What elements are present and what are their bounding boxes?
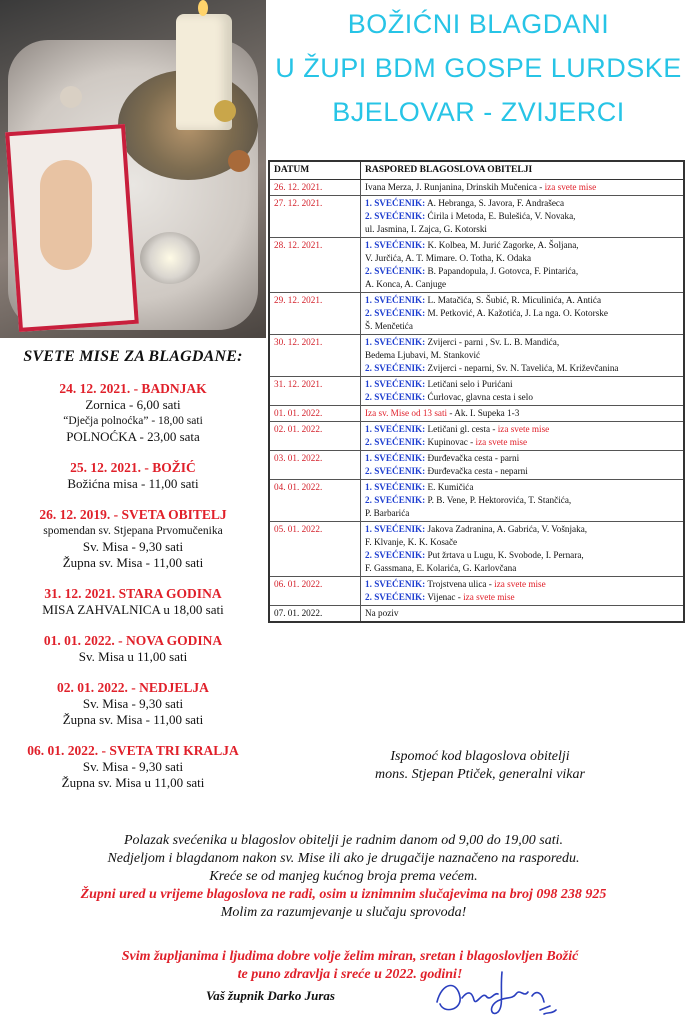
mass-line: Sv. Misa - 9,30 sati	[82, 539, 184, 554]
mass-heading: 02. 01. 2022. - NEDJELJA	[57, 680, 209, 695]
table-row	[269, 293, 684, 335]
row-date: 30. 12. 2021.	[269, 335, 361, 377]
priest-label: 1. SVEĆENIK:	[365, 240, 426, 250]
mass-line: Sv. Misa u 11,00 sati	[78, 649, 188, 664]
plan-line	[365, 578, 679, 591]
streets-text: Letičani selo i Purićani	[425, 379, 513, 389]
row-date: 27. 12. 2021.	[269, 196, 361, 238]
assistance-note	[300, 748, 660, 784]
table-row	[269, 480, 684, 522]
row-plan	[361, 422, 685, 451]
mass-heading: 01. 01. 2022. - NOVA GODINA	[43, 633, 223, 648]
streets-text: P. Barbarića	[365, 508, 410, 518]
plan-line	[365, 197, 679, 210]
plan-line	[365, 210, 679, 223]
row-plan	[361, 335, 685, 377]
row-date: 29. 12. 2021.	[269, 293, 361, 335]
plan-line	[365, 562, 679, 575]
table-row	[269, 606, 684, 623]
greeting	[40, 948, 660, 984]
streets-text: Letičani gl. cesta -	[425, 424, 498, 434]
priest-label: 2. SVEĆENIK:	[365, 592, 426, 602]
priest-label: 1. SVEĆENIK:	[365, 379, 426, 389]
priest-label: 2. SVEĆENIK:	[365, 495, 426, 505]
priest-label: 2. SVEĆENIK:	[365, 363, 426, 373]
after-mass-note: iza svete mise	[475, 437, 528, 447]
table-row	[269, 406, 684, 422]
row-plan	[361, 522, 685, 577]
plan-line	[365, 307, 679, 320]
pastor-name: Vaš župnik Darko Juras	[206, 988, 335, 1003]
mass-line: spomendan sv. Stjepana Prvomučenika	[43, 525, 223, 537]
row-date: 31. 12. 2021.	[269, 377, 361, 406]
streets-text: Š. Menčetića	[365, 321, 413, 331]
mass-entry	[0, 506, 266, 571]
mass-list	[0, 380, 266, 791]
note-line: Molim za razumjevanje u slučaju sprovoda!	[220, 905, 467, 920]
streets-text: Bedema Ljubavi, M. Stanković	[365, 350, 481, 360]
col-date-header: DATUM	[269, 161, 361, 180]
mass-entry	[0, 380, 266, 445]
plan-line	[365, 336, 679, 349]
greeting-line: Svim župljanima i ljudima dobre volje želim miran, sretan i blagoslovljen Božić	[121, 949, 579, 964]
streets-text: Đurđevačka cesta - neparni	[425, 466, 528, 476]
plan-line	[365, 362, 679, 375]
streets-text: Zvijerci - neparni, Sv. N. Tavelića, M. Križevčanina	[425, 363, 619, 373]
mass-line: Župna sv. Misa - 11,00 sati	[62, 555, 204, 570]
row-plan	[361, 577, 685, 606]
blessing-schedule-table	[268, 160, 685, 623]
mass-heading: 31. 12. 2021. STARA GODINA	[44, 586, 222, 601]
mass-entry	[0, 585, 266, 618]
plan-line	[365, 407, 679, 420]
streets-text: V. Jurčića, A. T. Mimare. O. Totha, K. Odaka	[365, 253, 532, 263]
streets-text: B. Papandopula, J. Gotovca, F. Pintarića,	[425, 266, 579, 276]
priest-label: 1. SVEĆENIK:	[365, 482, 426, 492]
priest-label: 2. SVEĆENIK:	[365, 550, 426, 560]
table-row	[269, 577, 684, 606]
mass-line: Zornica - 6,00 sati	[85, 397, 181, 412]
note-line: Polazak svećenika u blagoslov obitelji je radnim danom od 9,00 do 19,00 sati.	[123, 833, 563, 848]
baby-jesus-figure	[40, 160, 92, 270]
row-date: 01. 01. 2022.	[269, 406, 361, 422]
mass-line: Župna sv. Misa u 11,00 sati	[61, 775, 205, 790]
mass-entry	[0, 679, 266, 728]
note-line: Nedjeljom i blagdanom nakon sv. Mise ili ako je drugačije naznačeno na rasporedu.	[107, 851, 580, 866]
notes-block	[0, 832, 687, 922]
mass-heading: 25. 12. 2021. - BOŽIĆ	[70, 460, 196, 475]
streets-text: Ćurlovac, glavna cesta i selo	[425, 392, 533, 402]
title-line-2: U ŽUPI BDM GOSPE LURDSKE	[275, 53, 682, 83]
mass-line: Župna sv. Misa - 11,00 sati	[62, 712, 204, 727]
orange-slice	[228, 150, 250, 172]
plan-line	[365, 252, 679, 265]
plan-line	[365, 436, 679, 449]
streets-text: A. Konca, A. Canjuge	[365, 279, 447, 289]
assist-line: mons. Stjepan Ptiček, generalni vikar	[375, 767, 585, 782]
priest-label: 2. SVEĆENIK:	[365, 211, 426, 221]
streets-text: ul. Jasmina, I. Zajca, G. Kotorski	[365, 224, 487, 234]
mass-line: POLNOĆKA - 23,00 sata	[66, 429, 200, 444]
plan-line	[365, 465, 679, 478]
plan-line	[365, 481, 679, 494]
streets-text: - Ak. I. Supeka 1-3	[447, 408, 520, 418]
mass-line: MISA ZAHVALNICA u 18,00 sati	[42, 602, 224, 617]
table-row	[269, 451, 684, 480]
after-mass-note: iza svete mise	[463, 592, 515, 602]
plan-line	[365, 265, 679, 278]
streets-text: L. Matačića, S. Šubić, R. Miculinića, A. Antića	[425, 295, 602, 305]
mass-heading: 26. 12. 2019. - SVETA OBITELJ	[39, 507, 227, 522]
greeting-line: te puno zdravlja i sreće u 2022. godini!	[237, 967, 463, 982]
mass-entry	[0, 742, 266, 791]
streets-text: F. Gassmana, E. Kolarića, G. Karlovčana	[365, 563, 517, 573]
table-row	[269, 377, 684, 406]
streets-text: Vijenac -	[425, 592, 464, 602]
plan-line	[365, 507, 679, 520]
row-plan	[361, 406, 685, 422]
priest-label: 2. SVEĆENIK:	[365, 308, 426, 318]
streets-text: Jakova Zadranina, A. Gabrića, V. Vošnjaka,	[425, 524, 588, 534]
plan-line	[365, 391, 679, 404]
after-mass-note: Iza sv. Mise od 13 sati	[365, 408, 448, 418]
row-date: 04. 01. 2022.	[269, 480, 361, 522]
mass-entry	[0, 632, 266, 665]
row-plan	[361, 196, 685, 238]
mass-line: “Dječja polnoćka” - 18,00 sati	[63, 415, 203, 427]
priest-label: 1. SVEĆENIK:	[365, 198, 426, 208]
priest-label: 2. SVEĆENIK:	[365, 392, 426, 402]
row-date: 07. 01. 2022.	[269, 606, 361, 623]
plan-line	[365, 239, 679, 252]
plan-line	[365, 591, 679, 604]
row-date: 02. 01. 2022.	[269, 422, 361, 451]
streets-text: Ćirila i Metoda, E. Bulešića, V. Novaka,	[425, 211, 576, 221]
priest-label: 2. SVEĆENIK:	[365, 266, 426, 276]
streets-text: Đurđevačka cesta - parni	[425, 453, 520, 463]
row-plan	[361, 238, 685, 293]
masses-heading: SVETE MISE ZA BLAGDANE:	[23, 348, 243, 365]
row-date: 26. 12. 2021.	[269, 180, 361, 196]
plan-line	[365, 494, 679, 507]
mass-heading: 06. 01. 2022. - SVETA TRI KRALJA	[27, 743, 239, 758]
signature	[432, 962, 562, 1022]
row-plan	[361, 606, 685, 623]
plan-line	[365, 536, 679, 549]
plan-line	[365, 349, 679, 362]
plan-line	[365, 181, 679, 194]
streets-text: A. Hebranga, S. Javora, F. Andrašeca	[425, 198, 565, 208]
streets-text: M. Petković, A. Kažotića, J. La nga. O. Kotorske	[425, 308, 608, 318]
priest-label: 1. SVEĆENIK:	[365, 524, 426, 534]
mass-line: Sv. Misa - 9,30 sati	[82, 759, 184, 774]
table-row	[269, 238, 684, 293]
priest-label: 2. SVEĆENIK:	[365, 466, 426, 476]
col-plan-header: RASPORED BLAGOSLOVA OBITELJI	[361, 161, 685, 180]
table-row	[269, 335, 684, 377]
streets-text: F. Klvanje, K. K. Kosače	[365, 537, 458, 547]
row-plan	[361, 451, 685, 480]
streets-text: Trojstvena ulica -	[425, 579, 495, 589]
row-date: 28. 12. 2021.	[269, 238, 361, 293]
mass-line: Sv. Misa - 9,30 sati	[82, 696, 184, 711]
plan-line	[365, 452, 679, 465]
gold-ornament	[214, 100, 236, 122]
glass-candle-holder	[140, 232, 200, 284]
assist-line: Ispomoć kod blagoslova obitelji	[390, 749, 570, 764]
after-mass-note: iza svete mise	[544, 182, 597, 192]
priest-label: 1. SVEĆENIK:	[365, 424, 426, 434]
row-plan	[361, 180, 685, 196]
row-plan	[361, 377, 685, 406]
streets-text: E. Kumičića	[425, 482, 474, 492]
plan-line	[365, 423, 679, 436]
plan-line	[365, 607, 679, 620]
plan-line	[365, 549, 679, 562]
title-line-3: BJELOVAR - ZVIJERCI	[332, 97, 625, 127]
row-plan	[361, 480, 685, 522]
table-row	[269, 180, 684, 196]
schedule-body	[269, 180, 684, 623]
streets-text: Kupinovac -	[425, 437, 476, 447]
mass-line: Božićna misa - 11,00 sati	[67, 476, 199, 491]
title-line-1: BOŽIĆNI BLAGDANI	[347, 9, 610, 39]
priest-label: 1. SVEĆENIK:	[365, 295, 426, 305]
mass-entry	[0, 459, 266, 492]
plan-line	[365, 320, 679, 333]
after-mass-note: iza svete mise	[494, 579, 546, 589]
priest-label: 1. SVEĆENIK:	[365, 453, 426, 463]
after-mass-note: iza svete mise	[497, 424, 550, 434]
plan-line	[365, 378, 679, 391]
plan-line	[365, 278, 679, 291]
mass-heading: 24. 12. 2021. - BADNJAK	[59, 381, 207, 396]
streets-text: Ivana Merza, J. Runjanina, Drinskih Mučenica -	[365, 182, 545, 192]
note-line-office: Župni ured u vrijeme blagoslova ne radi, osim u iznimnim slučajevima na broj 098 238 925	[80, 887, 607, 902]
row-date: 03. 01. 2022.	[269, 451, 361, 480]
plan-line	[365, 294, 679, 307]
row-plan	[361, 293, 685, 335]
row-date: 06. 01. 2022.	[269, 577, 361, 606]
table-row	[269, 422, 684, 451]
streets-text: Na poziv	[365, 608, 399, 618]
row-date: 05. 01. 2022.	[269, 522, 361, 577]
note-line: Kreće se od manjeg kućnog broja prema većem.	[209, 869, 478, 884]
christmas-photo	[0, 0, 266, 338]
streets-text: Zvijerci - parni , Sv. L. B. Mandića,	[425, 337, 560, 347]
priest-label: 2. SVEĆENIK:	[365, 437, 426, 447]
plan-line	[365, 523, 679, 536]
priest-label: 1. SVEĆENIK:	[365, 579, 426, 589]
holiday-masses	[0, 348, 266, 805]
plan-line	[365, 223, 679, 236]
table-row	[269, 522, 684, 577]
candle-flame	[198, 0, 208, 16]
streets-text: Put žrtava u Lugu, K. Svobode, I. Pernara,	[425, 550, 584, 560]
table-row	[269, 196, 684, 238]
streets-text: K. Kolbea, M. Jurić Zagorke, A. Šoljana,	[425, 240, 579, 250]
white-ornament	[60, 86, 82, 108]
priest-label: 1. SVEĆENIK:	[365, 337, 426, 347]
streets-text: P. B. Vene, P. Hektorovića, T. Stančića,	[425, 495, 572, 505]
